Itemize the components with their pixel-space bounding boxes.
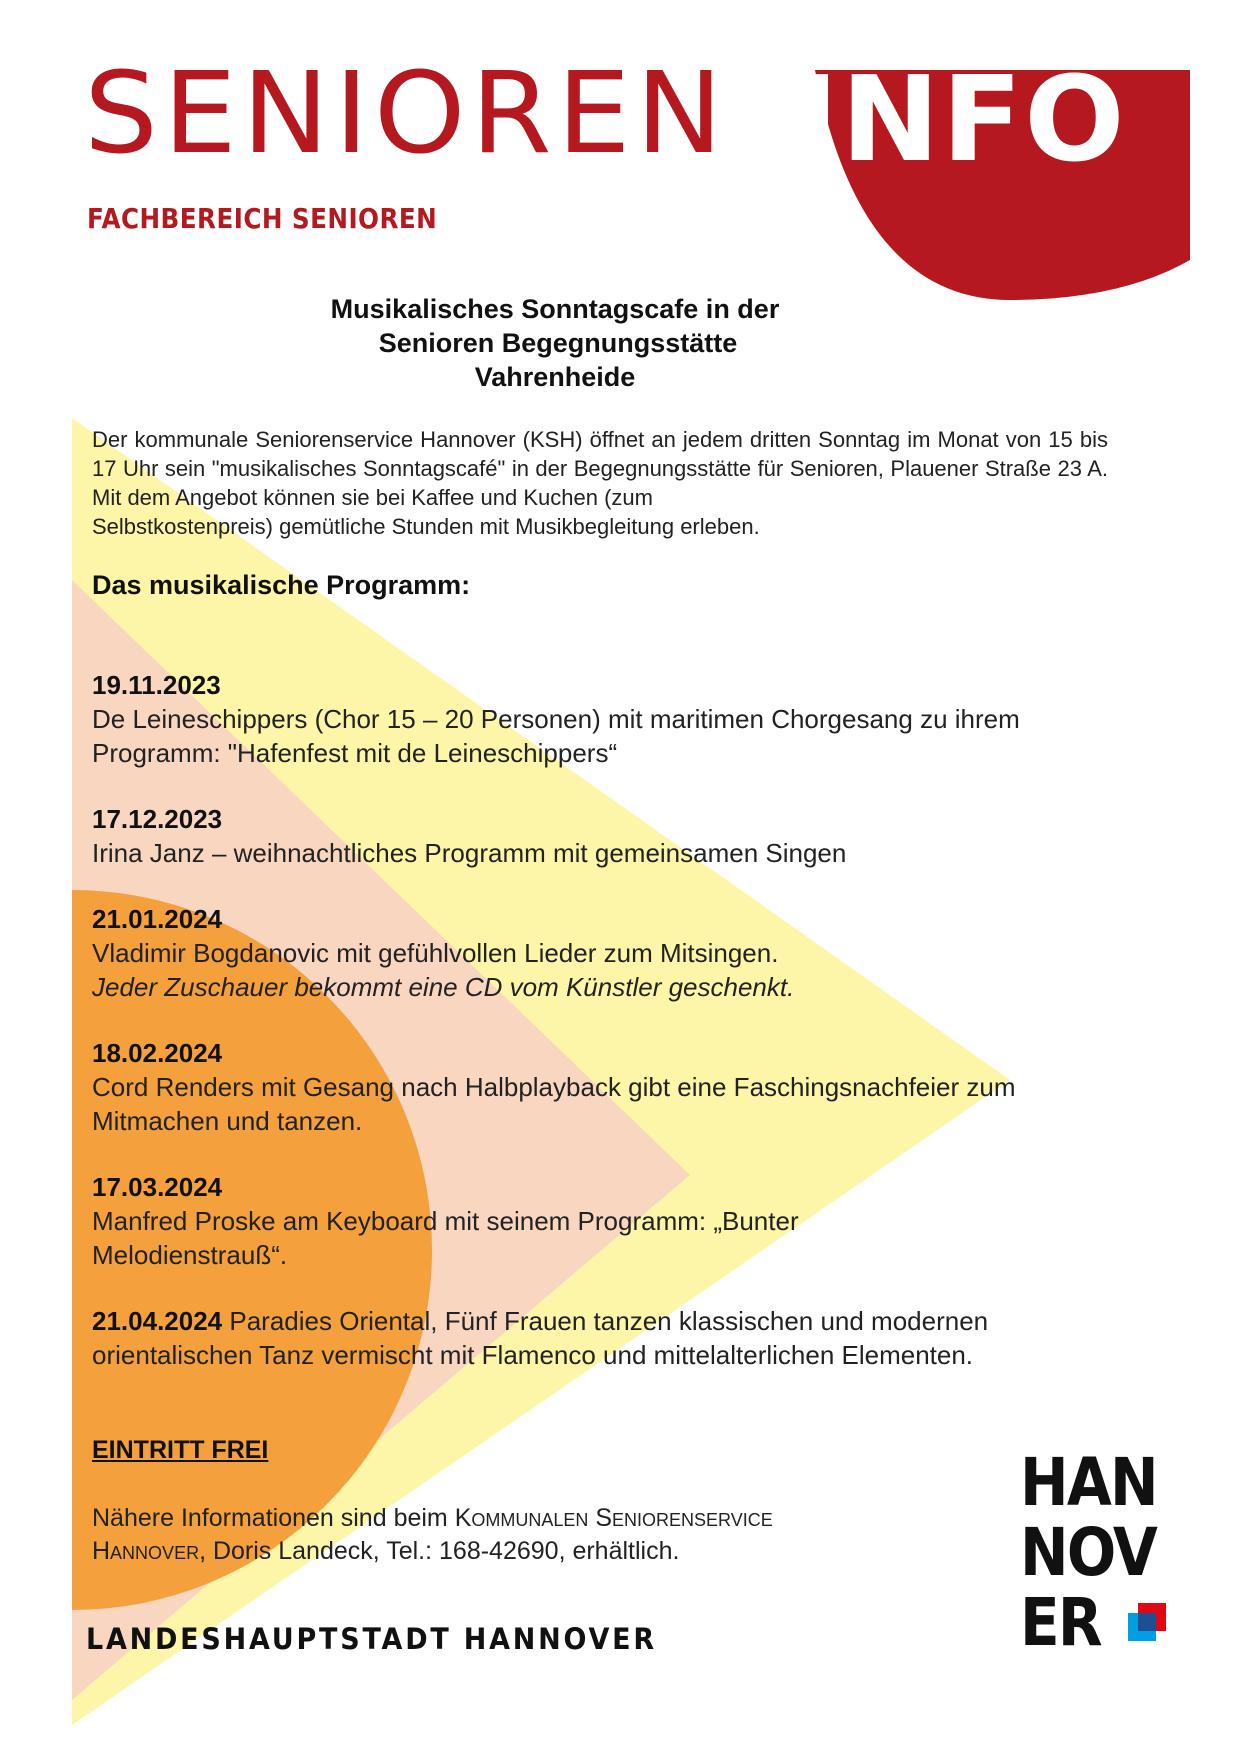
event-date: 18.02.2024 [92,1038,223,1068]
contact-info [92,1502,773,1568]
title-line-2: Senioren Begegnungsstätte [378,328,738,358]
event-text: Irina Janz – weihnachtliches Programm mit gemeinsamen Singen [92,838,847,868]
entry-free-label: EINTRITT FREI [92,1436,269,1464]
intro-paragraph [92,425,1108,541]
logo-line-3: ER [1020,1584,1101,1661]
logo-line-2: NOV [1020,1514,1157,1591]
event-item [92,1036,1122,1138]
event-note: Jeder Zuschauer bekommt eine CD vom Künstler geschenkt. [92,972,795,1002]
program-heading: Das musikalische Programm: [92,570,471,600]
event-text: Manfred Proske am Keyboard mit seinem Programm: „Bunter Melodienstrauß“. [92,1206,799,1270]
info-prefix: Nähere Informationen sind beim [92,1504,455,1532]
title-line-3: Vahrenheide [474,362,636,392]
page-title [0,292,1110,394]
event-date: 21.04.2024 [92,1306,223,1336]
event-date: 17.03.2024 [92,1172,223,1202]
event-item [92,1304,1132,1372]
event-item [92,1170,1122,1272]
event-item [92,802,1122,870]
info-org: Kommunalen Seniorenservice [454,1504,773,1532]
event-date: 19.11.2023 [92,670,221,700]
logo-blue-square [1128,1613,1156,1641]
intro-last-line: Selbstkostenpreis) gemütliche Stunden mit Musikbegleitung erleben. [92,514,760,539]
brand-info: INFO [795,50,1127,188]
event-item [92,902,1122,1004]
title-line-1: Musikalisches Sonntagscafe in der [330,294,780,324]
event-item [92,668,1122,770]
logo-line-1: HAN [1020,1444,1157,1521]
event-text: Vladimir Bogdanovic mit gefühlvollen Lieder zum Mitsingen. [92,938,779,968]
event-text: Cord Renders mit Gesang nach Halbplayback gibt eine Faschingsnachfeier zum Mitmachen und tanzen. [92,1072,1016,1136]
intro-justified: Der kommunale Seniorenservice Hannover (KSH) öffnet an jedem dritten Sonntag im Monat von 15 bis 17 Uhr sein "musikalisches Sonntagscafé" in der Begegnungsstätte für Senioren, Plauener Straße 23 A. Mit dem Angebot können sie bei Kaffee und Kuchen (zum [92,427,1108,510]
info-suffix: , Doris Landeck, Tel.: 168-42690, erhältlich. [199,1537,680,1565]
info-city: Hannover [92,1537,200,1565]
brand-subtitle: FACHBEREICH SENIOREN [87,202,438,235]
event-date: 21.01.2024 [92,904,223,934]
event-date: 17.12.2023 [92,804,223,834]
landeshauptstadt-label: LANDESHAUPTSTADT HANNOVER [86,1622,657,1656]
event-text: De Leineschippers (Chor 15 – 20 Personen) mit maritimen Chorgesang zu ihrem Programm: "Hafenfest mit de Leineschippers“ [92,704,1020,768]
event-text: Paradies Oriental, Fünf Frauen tanzen klassischen und modernen orientalischen Tanz vermischt mit Flamenco und mittelalterlichen Elementen. [92,1306,989,1370]
brand-senioren: SENIOREN [84,49,728,179]
